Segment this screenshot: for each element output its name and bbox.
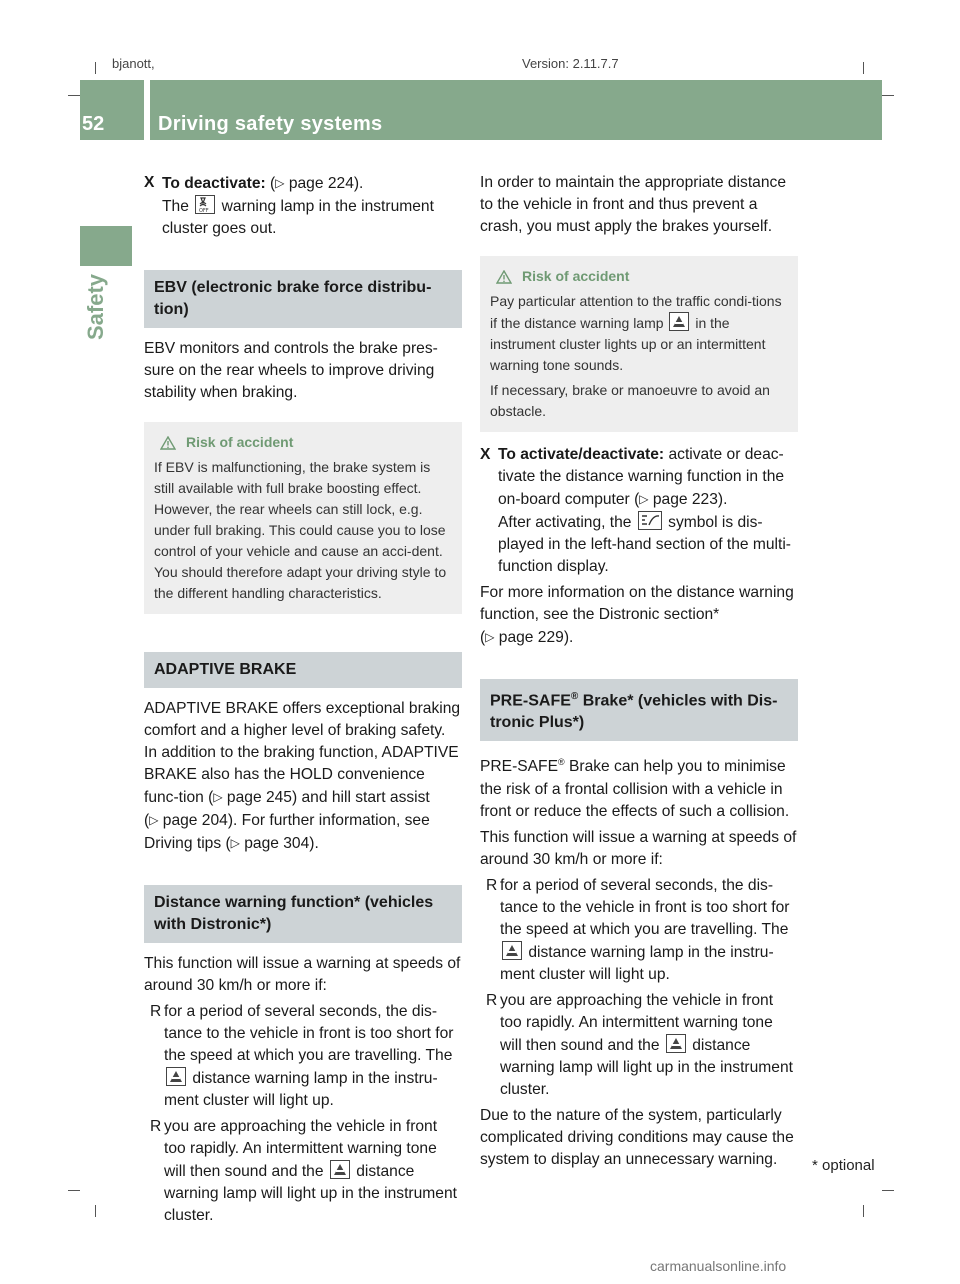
ebv-heading: EBV (electronic brake force distribu-tion) [144,270,462,328]
section-tab-label: Safety [83,273,108,340]
distance-warning-lamp-icon [330,1160,350,1179]
more-info: For more information on the distance warning function, see the Distronic section* (▷ page 229). [480,584,794,646]
presafe-closing: Due to the nature of the system, particularly complicated driving conditions may cause the system to display an unnecessary warning. [480,1106,794,1168]
crop-mark [95,1205,96,1217]
bullet-marker: R [486,876,498,894]
list-item: R you are approaching the vehicle in front too rapidly. An intermittent warning tone will then sound and the distance warning lamp will light up in the instrument cluster. [486,991,793,1098]
page-reference[interactable]: page 224). [288,175,364,192]
distance-warning-lamp-icon [502,941,522,960]
warning-title: Risk of accident [186,434,294,450]
reference-arrow-icon: ▷ [275,176,285,190]
reference-arrow-icon: ▷ [230,836,240,850]
author-meta: bjanott, [112,56,155,71]
activate-step: X To activate/deactivate: activate or deac-tivate the distance warning function in the on-board computer (▷ page 223). After activating, the symbol is dis-played in the left-hand section of the multi-function display. [480,446,791,575]
page-reference[interactable]: page 229). [498,629,574,646]
distance-warning-lamp-icon [669,312,689,331]
warning-body: If EBV is malfunctioning, the brake system is still available with full brake boosting effect. However, the rear wheels can still lock, e.g. under full braking. This could cause you to lose control of your vehicle and cause an acci-dent. You should therefore adapt your driving style to the different handling characteristics. [154,459,447,601]
adaptive-brake-heading: ADAPTIVE BRAKE [144,652,462,688]
list-item: R for a period of several seconds, the dis-tance to the vehicle in front is too short for the speed at which you are travelling. The distance warning lamp in the instru-ment cluster will light up. [150,1003,454,1109]
chapter-title: Driving safety systems [158,113,383,135]
warning-body: If necessary, brake or manoeuvre to avoid an obstacle. [490,382,770,419]
reference-arrow-icon: ▷ [149,813,159,827]
distance-warning-box [480,256,798,432]
bullet-marker: R [486,991,498,1009]
crop-mark [95,62,96,74]
reference-arrow-icon: ▷ [485,630,495,644]
section-tab-marker [80,226,132,266]
reference-arrow-icon: ▷ [213,790,223,804]
presafe-intro: This function will issue a warning at speeds of around 30 km/h or more if: [480,828,797,868]
warning-triangle-icon [496,270,512,284]
step-label: To activate/deactivate: [498,446,665,463]
step-marker: X [480,446,491,463]
distance-intro: This function will issue a warning at speeds of around 30 km/h or more if: [144,955,461,994]
ebv-body: EBV monitors and controls the brake pres-sure on the rear wheels to improve driving stability when braking. [144,340,438,401]
list-item: R you are approaching the vehicle in front too rapidly. An intermittent warning tone will then sound and the distance warning lamp will light up in the instrument cluster. [150,1118,457,1224]
page-number: 52 [82,113,105,135]
footer-optional-note: * optional [812,1157,875,1174]
distance-symbol-icon [638,511,662,530]
crop-mark [68,1190,80,1191]
warning-triangle-icon [160,436,176,450]
adaptive-brake-body: ADAPTIVE BRAKE offers exceptional braking comfort and a higher level of braking safety. In addition to the braking function, ADAPTIVE BRAKE also has the HOLD convenience func-tion (▷ page 245) and hill start assist (▷ page 204). For further information, see Driving tips (▷ page 304). [144,700,461,852]
presafe-body: PRE-SAFE® Brake can help you to minimise the risk of a frontal collision with a vehicle in front or reduce the effects of such a collision. [480,757,790,820]
crop-mark [863,1205,864,1217]
list-item: R for a period of several seconds, the dis-tance to the vehicle in front is too short for the speed at which you are travelling. The distance warning lamp in the instru-ment cluster will light up. [486,876,790,983]
crop-mark [882,95,894,96]
version-meta: Version: 2.11.7.7 [522,56,619,71]
svg-text:OFF: OFF [199,208,209,213]
warning-body: Pay particular attention to the traffic condi-tions if the distance warning lamp in the instrument cluster lights up or an intermittent warning tone sounds. [490,293,782,373]
page-reference[interactable]: page 223). [652,491,728,508]
left-column [144,172,462,1231]
distance-warning-heading: Distance warning function* (vehicles with Distronic*) [144,885,462,943]
presafe-heading: PRE-SAFE® Brake* (vehicles with Dis-tronic Plus*) [480,679,798,741]
reference-arrow-icon: ▷ [639,492,649,506]
step-marker: X [144,174,155,191]
distance-warning-lamp-icon [166,1067,186,1086]
distance-intro-right: In order to maintain the appropriate distance to the vehicle in front and thus prevent a crash, you must apply the brakes yourself. [480,174,786,235]
esp-off-warning-icon [195,195,215,214]
page-reference[interactable]: page 304). [244,835,319,852]
distance-warning-lamp-icon [666,1034,686,1053]
crop-mark [68,95,80,96]
crop-mark [863,62,864,74]
bullet-marker: R [150,1003,162,1020]
warning-title: Risk of accident [522,268,630,284]
watermark: carmanualsonline.info [650,1258,787,1274]
step-label: To deactivate: [162,175,266,192]
deactivate-step: X To deactivate: (▷ page 224). The OFF warning lamp in the instrument cluster goes out. [144,174,434,237]
page-reference[interactable]: page 245) and hill start assist [226,789,430,806]
ebv-warning-box [144,422,462,614]
right-column [480,172,798,1175]
crop-mark [882,1190,894,1191]
bullet-marker: R [150,1118,162,1135]
